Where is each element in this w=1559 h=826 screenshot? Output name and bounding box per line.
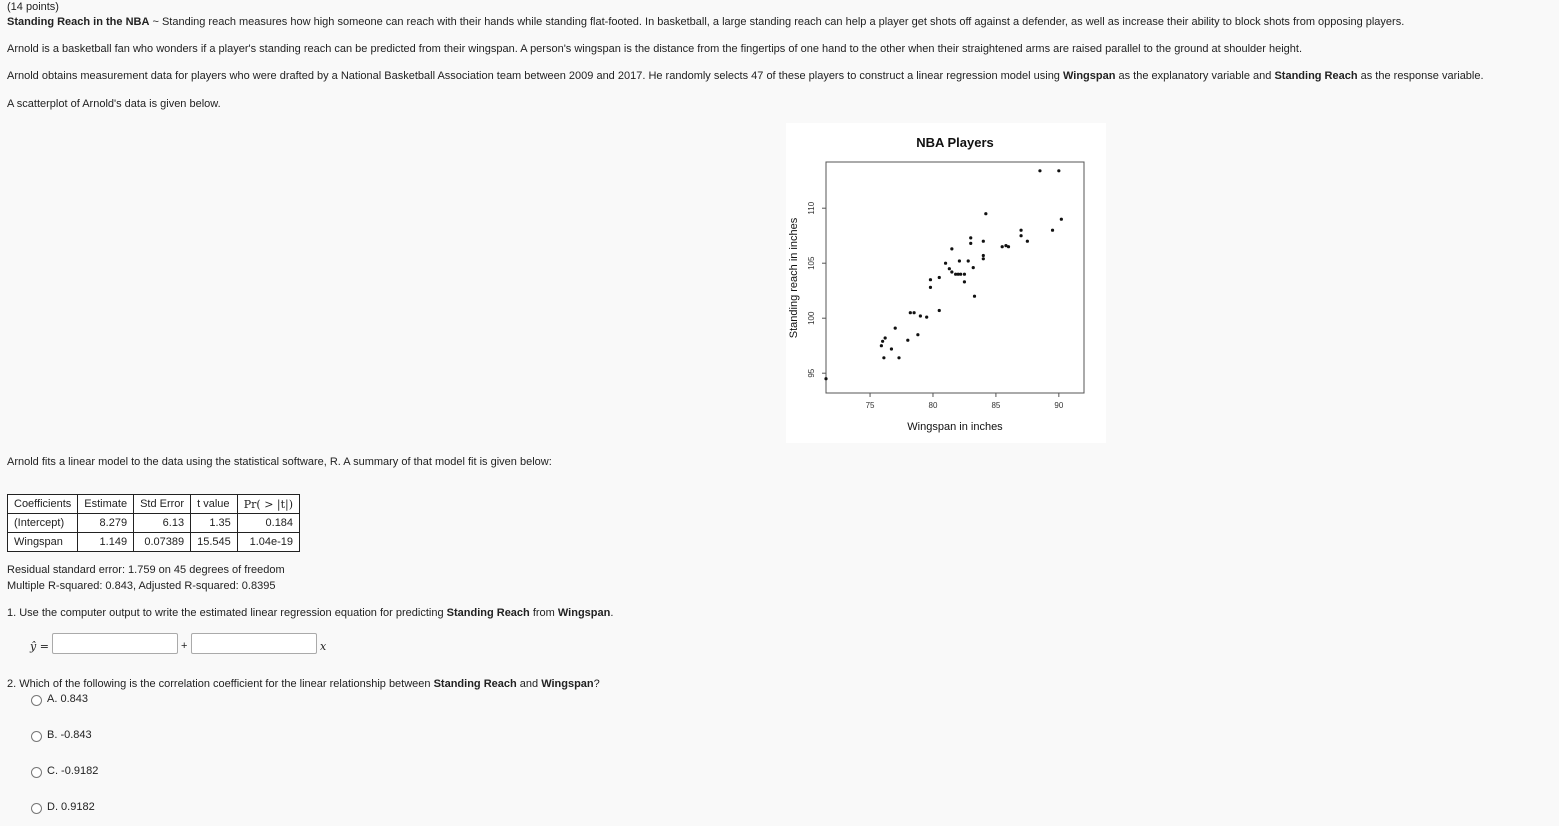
- cell-p-value: 1.04e-19: [237, 533, 299, 552]
- data-point: [1051, 229, 1054, 232]
- data-point: [824, 377, 827, 380]
- header-t-value: t value: [191, 495, 238, 514]
- plus-sign: +: [181, 640, 188, 652]
- data-point: [950, 247, 953, 250]
- header-coefficients: Coefficients: [8, 495, 78, 514]
- option-d-radio[interactable]: [31, 803, 42, 814]
- slope-input[interactable]: [191, 633, 317, 654]
- cell-t-value: 1.35: [191, 514, 238, 533]
- x-tick-label: 90: [1054, 401, 1064, 410]
- data-point: [944, 262, 947, 265]
- option-c-radio[interactable]: [31, 767, 42, 778]
- cell-std-error: 6.13: [134, 514, 191, 533]
- table-row: [8, 514, 300, 533]
- wingspan-definition: Arnold is a basketball fan who wonders if a player's standing reach can be predicted from their wingspan. A person's wingspan is the distance from the fingertips of one hand to the other when their straightened arms are raised parallel to the ground at shoulder height.: [7, 43, 1303, 55]
- y-tick-label: 110: [807, 201, 816, 215]
- question-1: [7, 607, 613, 619]
- data-point: [880, 344, 883, 347]
- data-points: [824, 169, 1063, 380]
- data-point: [938, 276, 941, 279]
- data-point: [925, 316, 928, 319]
- y-tick-label: 105: [807, 256, 816, 270]
- scatterplot-intro: A scatterplot of Arnold's data is given below.: [7, 98, 221, 110]
- q1-text: .: [610, 607, 614, 619]
- option-a-radio[interactable]: [31, 695, 42, 706]
- data-point: [909, 311, 912, 314]
- data-desc-response: Standing Reach: [1274, 70, 1358, 82]
- y-hat-symbol: ŷ =: [30, 640, 49, 653]
- table-header-row: [8, 495, 300, 514]
- x-ticks: [866, 393, 1064, 410]
- option-c-label[interactable]: C. -0.9182: [47, 765, 99, 777]
- data-point: [1038, 169, 1041, 172]
- scatterplot-svg: [786, 123, 1106, 443]
- y-axis-label: Standing reach in inches: [787, 217, 800, 339]
- data-point: [982, 254, 985, 257]
- cell-std-error: 0.07389: [134, 533, 191, 552]
- table-row: [8, 533, 300, 552]
- data-point: [1060, 218, 1063, 221]
- data-desc-part: Arnold obtains measurement data for players who were drafted by a National Basketball Association team between 2009 and 2017. He randomly selects 47 of these players to construct a linear regression model using: [7, 70, 1063, 82]
- data-point: [1007, 245, 1010, 248]
- data-description: [7, 70, 1484, 82]
- data-point: [929, 286, 932, 289]
- data-point: [1001, 245, 1004, 248]
- q2-text: ?: [593, 678, 600, 690]
- q1-explanatory-var: Wingspan: [557, 607, 611, 619]
- data-point: [973, 295, 976, 298]
- cell-estimate: 8.279: [78, 514, 134, 533]
- data-point: [950, 270, 953, 273]
- problem-title: Standing Reach in the NBA: [7, 16, 150, 28]
- data-desc-part: as the explanatory variable and: [1115, 70, 1275, 82]
- data-point: [938, 309, 941, 312]
- intercept-input[interactable]: [52, 633, 178, 654]
- data-point: [884, 336, 887, 339]
- q1-text: 1. Use the computer output to write the estimated linear regression equation for predicting: [7, 607, 447, 619]
- cell-p-value: 0.184: [237, 514, 299, 533]
- x-axis-label: Wingspan in inches: [907, 421, 1003, 433]
- x-tick-label: 80: [928, 401, 938, 410]
- plot-frame: [826, 162, 1084, 393]
- x-variable: x: [320, 640, 327, 653]
- header-estimate: Estimate: [78, 495, 134, 514]
- title-separator: ~: [149, 16, 162, 28]
- header-std-error: Std Error: [134, 495, 191, 514]
- data-point: [881, 340, 884, 343]
- cell-t-value: 15.545: [191, 533, 238, 552]
- option-d-label[interactable]: D. 0.9182: [47, 801, 95, 813]
- data-point: [929, 278, 932, 281]
- data-desc-part: as the response variable.: [1357, 70, 1484, 82]
- data-point: [969, 236, 972, 239]
- data-point: [890, 347, 893, 350]
- data-point: [1019, 229, 1022, 232]
- data-point: [906, 339, 909, 342]
- data-point: [959, 273, 962, 276]
- data-point: [963, 273, 966, 276]
- data-point: [897, 356, 900, 359]
- data-point: [982, 240, 985, 243]
- data-point: [972, 266, 975, 269]
- data-point: [1057, 169, 1060, 172]
- points-label: (14 points): [7, 1, 59, 13]
- data-point: [916, 333, 919, 336]
- intro-paragraph: [7, 16, 1404, 28]
- data-point: [948, 267, 951, 270]
- y-tick-label: 100: [807, 311, 816, 325]
- data-point: [963, 280, 966, 283]
- question-2: [7, 678, 600, 690]
- data-point: [894, 327, 897, 330]
- q1-text: from: [529, 607, 558, 619]
- q1-response-var: Standing Reach: [446, 607, 530, 619]
- chart-title: NBA Players: [916, 135, 994, 150]
- intro-description: Standing reach measures how high someone can reach with their hands while standing flat-footed. In basketball, a large standing reach can help a player get shots off against a defender, as well as increase their ability to block shots from opposing players.: [161, 16, 1405, 28]
- data-point: [882, 356, 885, 359]
- x-tick-label: 75: [865, 401, 875, 410]
- data-point: [1019, 234, 1022, 237]
- coefficients-table: [7, 494, 300, 552]
- x-tick-label: 85: [991, 401, 1001, 410]
- header-p-value: Pr( > |t|): [237, 495, 299, 514]
- q2-var-2: Wingspan: [541, 678, 594, 690]
- cell-estimate: 1.149: [78, 533, 134, 552]
- data-point: [1026, 240, 1029, 243]
- r-squared-text: Multiple R-squared: 0.843, Adjusted R-squared: 0.8395: [7, 580, 276, 592]
- data-point: [958, 259, 961, 262]
- residual-error-text: Residual standard error: 1.759 on 45 degrees of freedom: [7, 564, 285, 576]
- data-point: [984, 212, 987, 215]
- q2-text: 2. Which of the following is the correlation coefficient for the linear relationship between: [7, 678, 434, 690]
- cell-name: (Intercept): [8, 514, 78, 533]
- y-tick-label: 95: [807, 368, 816, 378]
- option-b-label[interactable]: B. -0.843: [47, 729, 92, 741]
- data-point: [967, 259, 970, 262]
- data-point: [969, 242, 972, 245]
- cell-name: Wingspan: [8, 533, 78, 552]
- scatterplot: [786, 123, 1106, 443]
- data-point: [982, 257, 985, 260]
- option-a-label[interactable]: A. 0.843: [47, 693, 88, 705]
- q2-text: and: [516, 678, 542, 690]
- data-desc-explanatory: Wingspan: [1062, 70, 1116, 82]
- model-description: Arnold fits a linear model to the data using the statistical software, R. A summary of that model fit is given below:: [7, 456, 552, 468]
- q2-var-1: Standing Reach: [433, 678, 517, 690]
- y-ticks: [807, 201, 826, 377]
- data-point: [912, 311, 915, 314]
- data-point: [919, 314, 922, 317]
- option-b-radio[interactable]: [31, 731, 42, 742]
